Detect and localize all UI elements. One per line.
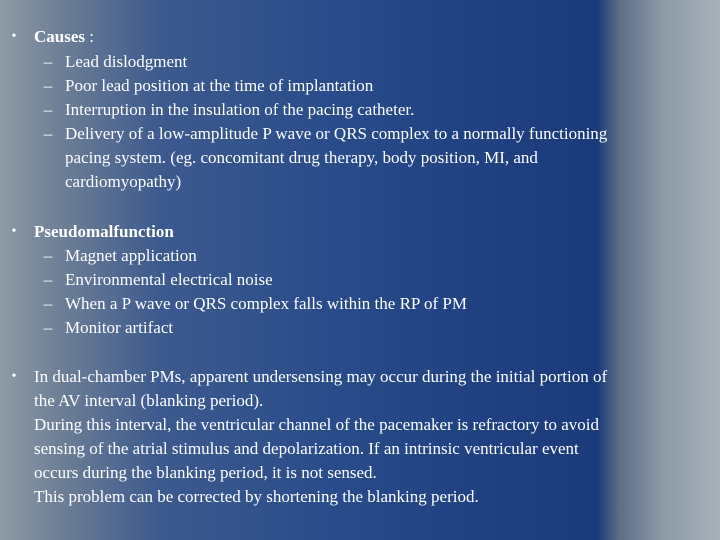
dash-marker: –: [43, 270, 53, 289]
dash-marker: –: [43, 100, 53, 119]
dual-chamber-line-4: sensing of the atrial stimulus and depolarization. If an intrinsic ventricular event: [34, 439, 579, 458]
dash-marker: –: [43, 246, 53, 265]
dual-chamber-line-1: In dual-chamber PMs, apparent undersensing may occur during the initial portion of: [34, 367, 608, 386]
causes-item-1: Lead dislodgment: [65, 52, 188, 71]
causes-item-4-cont2: cardiomyopathy): [65, 172, 182, 191]
dual-chamber-line-3: During this interval, the ventricular channel of the pacemaker is refractory to avoid: [34, 415, 600, 434]
causes-item-4-cont: pacing system. (eg. concomitant drug therapy, body position, MI, and: [65, 148, 538, 167]
pseudo-item-1: Magnet application: [65, 246, 197, 265]
dash-marker: –: [43, 294, 53, 313]
dual-chamber-line-5: occurs during the blanking period, it is not sensed.: [34, 463, 377, 482]
bullet-marker: •: [11, 29, 17, 44]
pseudomalfunction-title: Pseudomalfunction: [34, 222, 174, 241]
dash-marker: –: [43, 52, 53, 71]
bullet-marker: •: [11, 224, 17, 239]
dual-chamber-line-6: This problem can be corrected by shortening the blanking period.: [34, 487, 479, 506]
dual-chamber-line-2: the AV interval (blanking period).: [34, 391, 264, 410]
pseudo-item-2: Environmental electrical noise: [65, 270, 273, 289]
causes-title: Causes: [34, 27, 86, 46]
dash-marker: –: [43, 124, 53, 143]
causes-heading: [34, 25, 714, 49]
causes-item-3: Interruption in the insulation of the pacing catheter.: [65, 100, 415, 119]
causes-item-4: Delivery of a low-amplitude P wave or QRS complex to a normally functioning: [65, 124, 608, 143]
bullet-marker: •: [11, 369, 17, 384]
causes-item-2: Poor lead position at the time of implantation: [65, 76, 374, 95]
dash-marker: –: [43, 318, 53, 337]
causes-title-suffix: :: [85, 27, 94, 46]
dash-marker: –: [43, 76, 53, 95]
pseudo-item-4: Monitor artifact: [65, 318, 174, 337]
pseudo-item-3: When a P wave or QRS complex falls within the RP of PM: [65, 294, 467, 313]
